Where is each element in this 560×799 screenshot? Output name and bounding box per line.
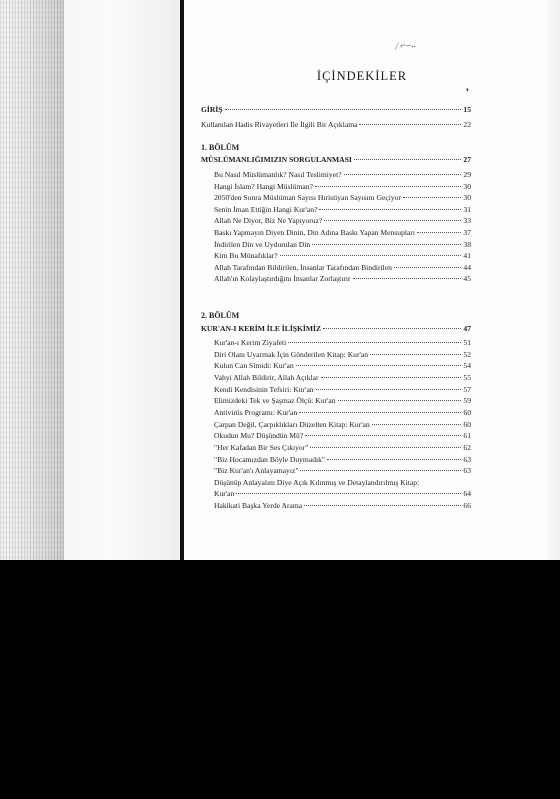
toc-entry-page: 47 (463, 324, 471, 333)
toc-entry-title: Senin İman Ettiğin Hangi Kur'an? (214, 205, 318, 214)
toc-entry-title: Kur'an (214, 489, 235, 498)
dot-leader (353, 278, 462, 279)
toc-entry-title: Kur'an-ı Kerim Ziyafeti (214, 338, 287, 347)
toc-entry-title: Diri Olanı Uyarmak İçin Gönderilen Kitap: Kur'an (214, 350, 369, 359)
dot-leader (372, 424, 462, 425)
dot-leader (310, 447, 461, 448)
toc-entry-page: 52 (463, 350, 471, 359)
toc-entry-title: Hangi İslam? Hangi Müslüman? (214, 182, 313, 191)
toc-entry-page: 61 (463, 431, 471, 440)
dot-leader (304, 505, 461, 506)
toc-entry-title: Kim Bu Münafıklar? (214, 251, 278, 260)
toc-row (214, 396, 471, 406)
toc-row (214, 263, 471, 273)
toc-row (214, 466, 471, 476)
dot-leader (324, 220, 461, 221)
toc-row (214, 193, 471, 203)
toc-entry-page: 37 (463, 228, 471, 237)
toc-entry-title: Antivirüs Programı: Kur'an (214, 408, 298, 417)
toc-entry-title: Düşünüp Anlayalım Diye Açık Kılınmış ve Detaylandırılmış Kitap: (214, 478, 420, 487)
toc-entry-page: 30 (463, 193, 471, 202)
section-number: 2. BÖLÜM (201, 311, 240, 320)
toc-entry-page: 38 (463, 240, 471, 249)
dot-leader (327, 459, 461, 460)
toc-entry-page: 33 (463, 216, 471, 225)
toc-entry-page: 15 (463, 105, 471, 114)
toc-entry-title: Bu Nasıl Müslümanlık? Nasıl Teslimiyet? (214, 170, 342, 179)
dot-leader (288, 342, 461, 343)
dot-leader (321, 377, 462, 378)
toc-entry-page: 62 (463, 443, 471, 452)
toc-entry-title: "Biz Kur'an'ı Anlayamayız" (214, 466, 299, 475)
toc-entry-page: 60 (463, 420, 471, 429)
toc-row (214, 455, 471, 465)
toc-entry-page: 60 (463, 408, 471, 417)
toc-row (214, 443, 471, 453)
toc-entry-title: İndirilen Din ve Uydurulan Din (214, 240, 311, 249)
dot-leader (296, 365, 462, 366)
dot-leader (323, 328, 461, 329)
section-title-row (201, 155, 471, 165)
toc-entry-page: 54 (463, 361, 471, 370)
toc-row (214, 205, 471, 215)
toc-row (214, 251, 471, 261)
toc-entry-page: 55 (463, 373, 471, 382)
toc-entry-page: 63 (463, 466, 471, 475)
toc-row (214, 274, 471, 284)
toc-row (201, 105, 471, 115)
dot-leader (236, 493, 461, 494)
page-title: İÇİNDEKİLER (316, 69, 408, 83)
toc-entry-page: 57 (463, 385, 471, 394)
dot-leader (338, 400, 462, 401)
toc-row (214, 501, 471, 511)
toc-row (214, 385, 471, 395)
toc-entry-title: "Her Kafadan Bir Ses Çıkıyor" (214, 443, 309, 452)
toc-entry-title: Kullanılan Hadis Rivayetleri İle İlgili Bir Açıklama (201, 120, 358, 129)
dot-leader (312, 244, 461, 245)
toc-row (214, 170, 471, 180)
toc-row (214, 216, 471, 226)
toc-row (214, 228, 471, 238)
toc-entry-title: Allah'ın Kolaylaştırdığını İnsanlar Zorlaştırır (214, 274, 351, 283)
toc-entry-title: Allah Tarafından Bildirilen, İnsanlar Tarafından Bindirilen (214, 263, 392, 272)
dot-leader (225, 109, 462, 110)
dot-leader (305, 435, 461, 436)
toc-row (214, 240, 471, 250)
toc-entry-page: 66 (463, 501, 471, 510)
toc-row (214, 420, 471, 430)
dot-leader (359, 124, 461, 125)
toc-row (214, 489, 471, 499)
toc-entry-page: 64 (463, 489, 471, 498)
dot-leader (403, 197, 461, 198)
dot-leader (316, 389, 462, 390)
toc-entry-title: KUR'AN-I KERİM İLE İLİŞKİMİZ (201, 324, 322, 333)
toc-entry-page: 29 (463, 170, 471, 179)
ink-mark: ❜ (466, 87, 469, 97)
scanner-background (0, 560, 560, 799)
toc-entry-page: 41 (463, 251, 471, 260)
toc-entry-title: Hakikati Başka Yerde Arama (214, 501, 303, 510)
dot-leader (299, 412, 461, 413)
toc-entry-page: 22 (463, 120, 471, 129)
toc-entry-page: 59 (463, 396, 471, 405)
toc-entry-title: Okudun Mu? Düşündün Mü? (214, 431, 304, 440)
toc-entry-title: MÜSLÜMANLIĞIMIZIN SORGULANMASI (201, 155, 352, 164)
section-number: 1. BÖLÜM (201, 143, 240, 152)
dot-leader (319, 209, 461, 210)
pencil-mark: ⁄ ⌐–.. (395, 38, 417, 53)
toc-entry-page: 45 (463, 274, 471, 283)
toc-entry-page: 51 (463, 338, 471, 347)
section-title-row (201, 324, 471, 334)
dot-leader (417, 232, 461, 233)
dot-leader (394, 267, 462, 268)
dot-leader (354, 159, 462, 160)
dot-leader (315, 186, 461, 187)
toc-row (214, 338, 471, 348)
toc-row (214, 182, 471, 192)
toc-row (214, 431, 471, 441)
toc-entry-page: 27 (463, 155, 471, 164)
toc-entry-title: Çarpan Değil, Çarpıklıkları Düzelten Kitap: Kur'an (214, 420, 370, 429)
toc-entry-title: Vahyi Allah Bildirir, Allah Açıklar (214, 373, 319, 382)
toc-entry-page: 63 (463, 455, 471, 464)
toc-row (214, 373, 471, 383)
toc-entry-title: Kulun Can Simidi: Kur'an (214, 361, 294, 370)
dot-leader (344, 174, 462, 175)
toc-entry-title: Kendi Kendisinin Tefsiri: Kur'an (214, 385, 314, 394)
toc-row (214, 361, 471, 371)
dot-leader (370, 354, 461, 355)
toc-row (214, 408, 471, 418)
toc-row (214, 478, 471, 488)
toc-entry-title: Allah Ne Diyor, Biz Ne Yapıyoruz? (214, 216, 323, 225)
toc-entry-title: Elimizdeki Tek ve Şaşmaz Ölçü: Kur'an (214, 396, 336, 405)
toc-entry-title: Baskı Yapmayın Diyen Dinin, Din Adına Baskı Yapan Mensupları (214, 228, 416, 237)
toc-entry-page: 30 (463, 182, 471, 191)
toc-entry-title: GİRİŞ (201, 105, 223, 114)
toc-entry-title: "Biz Hocamızdan Böyle Duymadık" (214, 455, 326, 464)
toc-row (201, 120, 471, 130)
toc-entry-page: 31 (463, 205, 471, 214)
dot-leader (280, 255, 462, 256)
toc-entry-title: 2050'den Sonra Müslüman Sayısı Hıristiyan Sayısını Geçiyor (214, 193, 401, 202)
toc-entry-page: 44 (463, 263, 471, 272)
toc-row (214, 350, 471, 360)
dot-leader (300, 470, 461, 471)
